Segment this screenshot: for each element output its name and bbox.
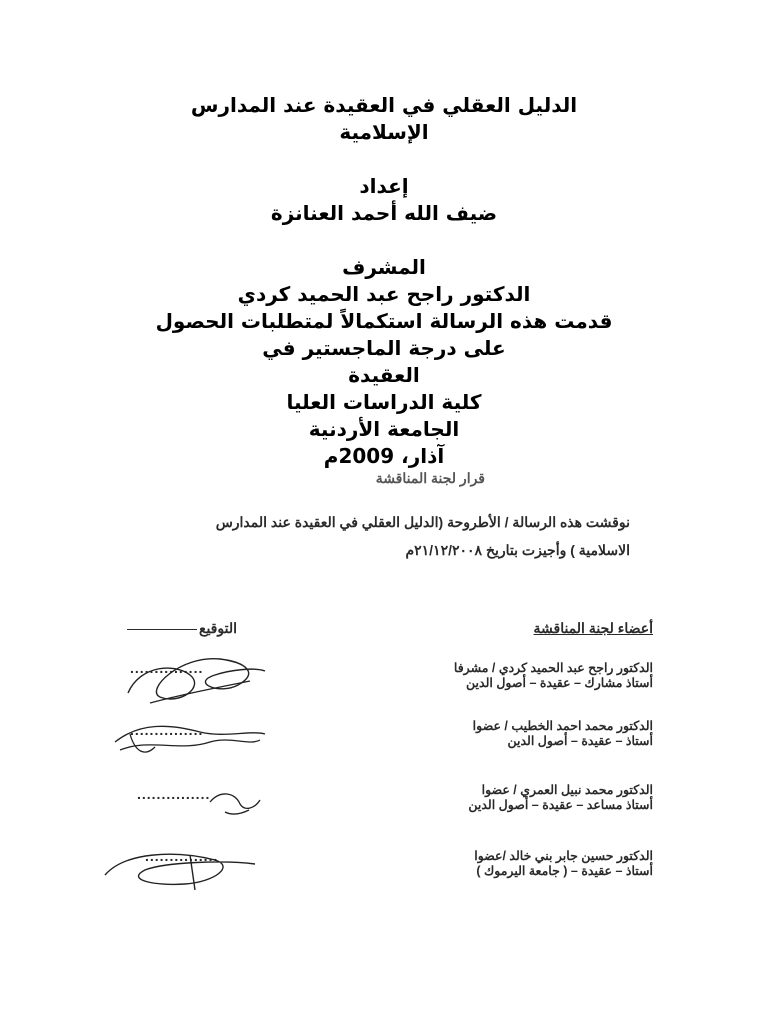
supervisor-label: المشرف: [342, 255, 426, 279]
signature-header-label: التوقيع: [199, 620, 237, 636]
signature-dots-4: ...............: [145, 848, 219, 864]
signature-3: [205, 782, 265, 820]
submission-line2: على درجة الماجستير في: [262, 336, 506, 360]
signature-dots-2: ...............: [130, 722, 204, 738]
supervisor-name: الدكتور راجح عبد الحميد كردي: [237, 282, 531, 306]
member-rank: أستاذ مشارك – عقيدة – أصول الدين: [466, 676, 653, 690]
signature-underline: [127, 629, 197, 630]
member-name: الدكتور حسين جابر بني خالد /عضوا: [474, 849, 653, 863]
committee-member-2: [473, 718, 653, 748]
committee-member-4: [474, 848, 653, 878]
author-name: ضيف الله أحمد العنانزة: [270, 201, 498, 225]
prepared-by-label: إعداد: [359, 174, 409, 198]
committee-member-1: [454, 660, 653, 690]
thesis-title-line2: الإسلامية: [339, 120, 429, 144]
submission-line1: قدمت هذه الرسالة استكمالاً لمتطلبات الحصول: [155, 309, 613, 333]
thesis-title-line1: الدليل العقلي في العقيدة عند المدارس: [190, 93, 578, 117]
committee-title: قرار لجنة المناقشة: [375, 470, 485, 486]
signature-4: [95, 840, 265, 900]
member-name: الدكتور راجح عبد الحميد كردي / مشرفا: [453, 661, 653, 675]
signature-2: [110, 712, 270, 767]
discussion-line1: نوقشت هذه الرسالة / الأطروحة (الدليل العقلي في العقيدة عند المدارس: [215, 514, 630, 530]
discussion-line2: الاسلامية ) وأجيزت بتاريخ ٢١/١٢/٢٠٠٨م: [405, 542, 630, 558]
signature-dots-1: ...............: [130, 660, 204, 676]
signature-header: [127, 620, 237, 637]
committee-member-3: [468, 782, 653, 812]
members-header: أعضاء لجنة المناقشة: [533, 620, 653, 636]
member-rank: أستاذ – عقيدة – أصول الدين: [507, 734, 653, 748]
faculty-name: كلية الدراسات العليا: [286, 390, 482, 414]
member-rank: أستاذ مساعد – عقيدة – أصول الدين: [468, 798, 653, 812]
submission-date: آذار، 2009م: [323, 444, 445, 468]
field-of-study: العقيدة: [348, 363, 420, 387]
member-rank: أستاذ – عقيدة – ( جامعة اليرموك ): [476, 864, 653, 878]
member-name: الدكتور محمد نبيل العمري / عضوا: [481, 783, 653, 797]
thesis-title-block: [80, 92, 688, 470]
member-name: الدكتور محمد احمد الخطيب / عضوا: [472, 719, 653, 733]
signature-dots-3: ...............: [137, 786, 211, 802]
university-name: الجامعة الأردنية: [308, 417, 460, 441]
committee-decision-scan: [95, 470, 675, 900]
signature-1: [120, 645, 270, 715]
